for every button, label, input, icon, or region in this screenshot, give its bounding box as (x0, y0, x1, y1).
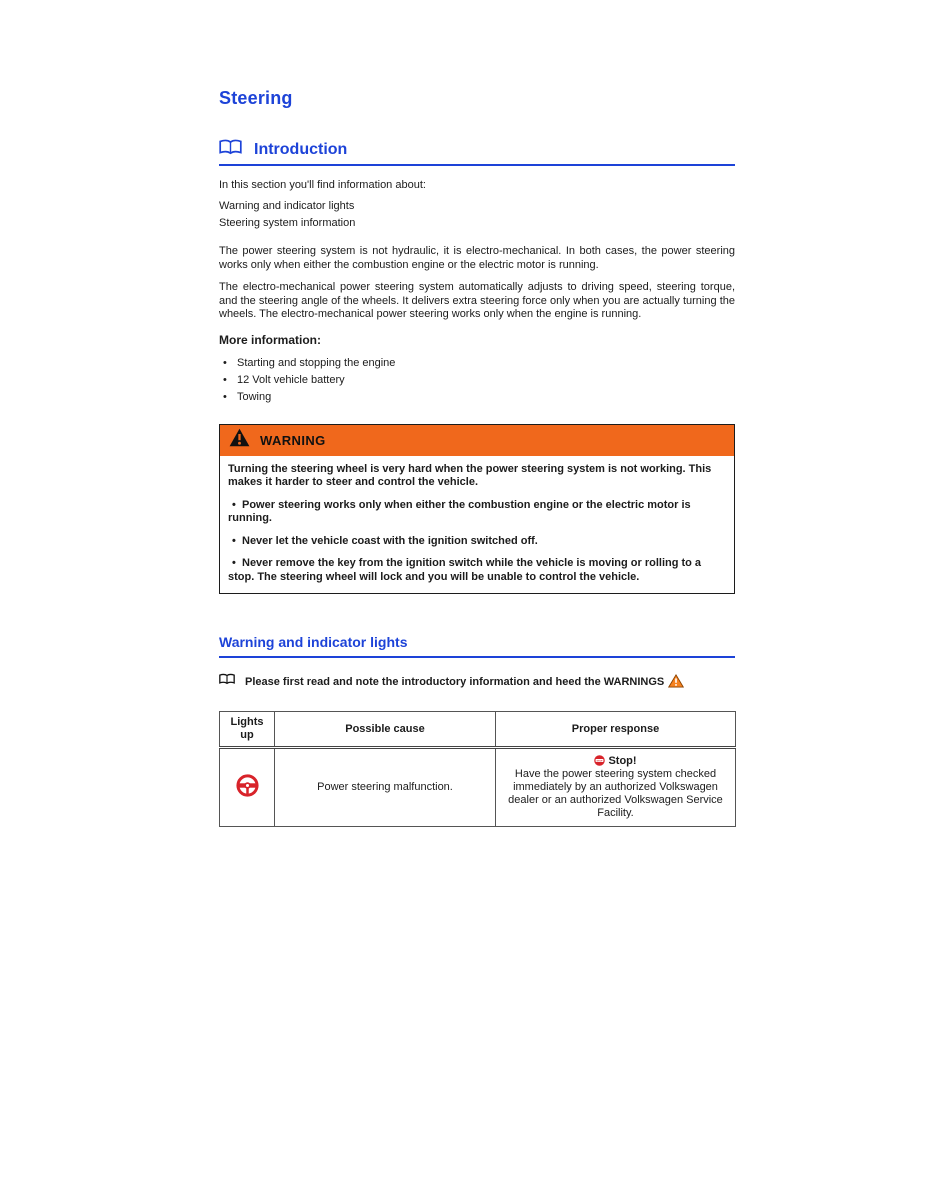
warning-triangle-icon (229, 428, 250, 452)
warning-label: WARNING (260, 432, 326, 448)
more-information-heading: More information: (219, 332, 321, 347)
warning-box (219, 424, 735, 595)
cross-reference-list (219, 198, 735, 232)
open-book-icon (219, 673, 235, 688)
bullet-glyph: • (232, 498, 236, 511)
warning-box-header (220, 425, 734, 456)
warning-bullet-item (228, 535, 726, 549)
cause-cell: Power steering malfunction. (275, 748, 496, 827)
light-cell (220, 748, 275, 827)
bullet-glyph: • (223, 390, 227, 403)
open-book-icon (219, 139, 242, 160)
body-paragraph: The electro-mechanical power steering system automatically adjusts to driving speed, steering torque, and the steering angle of the wheels. It delivers extra steering force only when you are actually turning the wheels. The electro-mechanical power steering works only when the engine is running. (219, 281, 735, 320)
note-text (245, 673, 684, 692)
bullet-glyph: • (232, 557, 236, 569)
warning-bullet-item (228, 557, 726, 584)
warning-triangle-icon (668, 674, 684, 692)
list-item (219, 389, 735, 406)
introduction-heading-row (219, 139, 735, 166)
section-lead: In this section you'll find information about: (219, 179, 426, 191)
introduction-heading: Introduction (254, 140, 348, 158)
cross-reference-link[interactable]: Steering system information (219, 217, 356, 229)
response-cell (496, 748, 736, 827)
table-header-row (220, 712, 736, 748)
cross-reference-link[interactable]: Warning and indicator lights (219, 200, 355, 212)
response-title (501, 755, 730, 768)
body-paragraph: The power steering system is not hydraulic, it is electro-mechanical. In both cases, the power steering works only when either the combustion engine or the electric motor is running. (219, 245, 735, 271)
bullet-glyph: • (223, 356, 227, 369)
column-header-proper-response: Proper response (496, 712, 736, 748)
column-header-possible-cause: Possible cause (275, 712, 496, 748)
section-heading: Warning and indicator lights (219, 634, 735, 658)
response-body: Have the power steering system checked immediately by an authorized Volkswagen dealer or an authorized Volkswagen Service Facility. (508, 768, 723, 819)
bullet-glyph: • (223, 373, 227, 386)
warning-bullet-text: Never let the vehicle coast with the ignition switched off. (242, 534, 538, 547)
list-item-text: 12 Volt vehicle battery (237, 373, 345, 386)
warning-box-body (220, 456, 734, 594)
page-title: Steering (219, 88, 293, 108)
list-item (219, 355, 735, 372)
indicator-lights-table (219, 711, 736, 827)
stop-sign-icon (594, 755, 608, 768)
page-content (219, 88, 735, 827)
svg-text:STOP: STOP (596, 760, 603, 763)
list-item-text: Starting and stopping the engine (237, 356, 396, 369)
column-header-lights-up: Lights up (220, 712, 275, 748)
introductory-note (219, 673, 735, 692)
list-item-text: Towing (237, 390, 272, 403)
warning-paragraph: Turning the steering wheel is very hard when the power steering system is not working. This makes it harder to steer and control the vehicle. (228, 462, 712, 488)
warning-bullet-item (228, 499, 726, 526)
bullet-glyph: • (232, 534, 236, 547)
response-title-text: Stop! (608, 755, 637, 767)
list-item (219, 372, 735, 389)
power-steering-warning-light-icon (236, 774, 259, 801)
warning-bullet-text: Never remove the key from the ignition switch while the vehicle is moving or rolling to a stop. The steering wheel will lock and you will be unable to control the vehicle. (228, 557, 702, 583)
warning-bullet-text: Power steering works only when either the combustion engine or the electric motor is running. (228, 498, 691, 524)
table-row (220, 748, 736, 827)
note-sentence: Please first read and note the introductory information and heed the WARNINGS (245, 676, 665, 688)
more-information-list (219, 355, 735, 406)
